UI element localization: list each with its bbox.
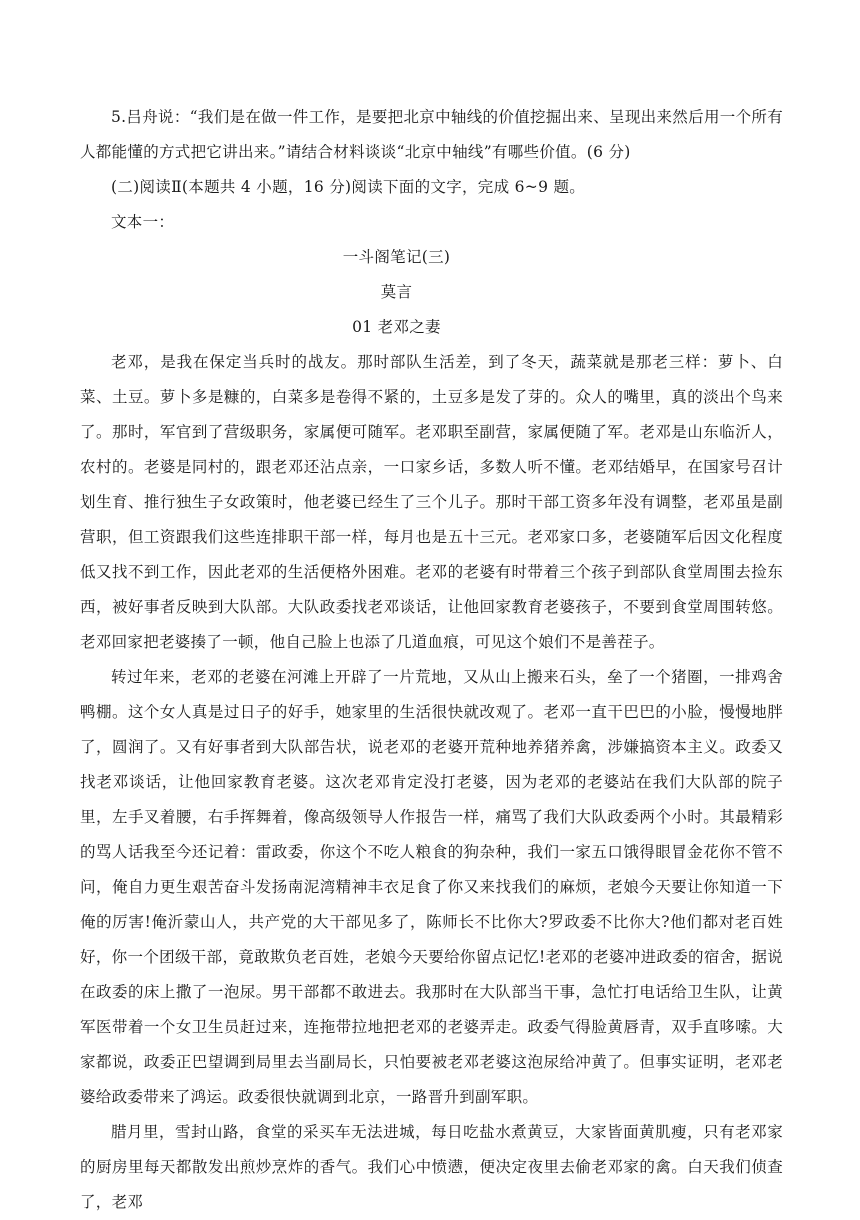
question-5: 5.吕舟说：“我们是在做一件工作，是要把北京中轴线的价值挖掘出来、呈现出来然后用一个所有人都能懂的方式把它讲出来。”请结合材料谈谈“北京中轴线”有哪些价值。(6 分) [80,108,783,161]
body-paragraph-2: 转过年来，老邓的老婆在河滩上开辟了一片荒地，又从山上搬来石头，垒了一个猪圈，一排鸡舍鸭棚。这个女人真是过日子的好手，她家里的生活很快就改观了。老邓一直干巴巴的小脸，慢慢地胖了，圆润了。又有好事者到大队部告状，说老邓的老婆开荒种地养猪养禽，涉嫌搞资本主义。政委又找老邓谈话，让他回家教育老婆。这次老邓肯定没打老婆，因为老邓的老婆站在我们大队部的院子里，左手叉着腰，右手挥舞着，像高级领导人作报告一样，痛骂了我们大队政委两个小时。其最精彩的骂人话我至今还记着：雷政委，你这个不吃人粮食的狗杂种，我们一家五口饿得眼冒金花你不管不问，俺自力更生艰苦奋斗发扬南泥湾精神丰衣足食了你又来找我们的麻烦，老娘今天要让你知道一下俺的厉害!俺沂蒙山人，共产党的大干部见多了，陈师长不比你大?罗政委不比你大?他们都对老百姓好，你一个团级干部，竟敢欺负老百姓，老娘今天要给你留点记忆!老邓的老婆冲进政委的宿舍，据说在政委的床上撒了一泡尿。男干部都不敢进去。我那时在大队部当干事，急忙打电话给卫生队，让黄军医带着一个女卫生员赶过来，连拖带拉地把老邓的老婆弄走。政委气得脸黄唇青，双手直哆嗦。大家都说，政委正巴望调到局里去当副局长，只怕要被老邓老婆这泡尿给冲黄了。但事实证明，老邓老婆给政委带来了鸿运。政委很快就调到北京，一路晋升到副军职。 [80,668,783,1106]
article-title: 一斗阁笔记(三) [342,248,451,266]
body-paragraph-1: 老邓，是我在保定当兵时的战友。那时部队生活差，到了冬天，蔬菜就是那老三样：萝卜、白菜、土豆。萝卜多是糠的，白菜多是卷得不紧的，土豆多是发了芽的。众人的嘴里，真的淡出个鸟来了。那时，军官到了营级职务，家属便可随军。老邓职至副营，家属便随了军。老邓是山东临沂人，农村的。老婆是同村的，跟老邓还沾点亲，一口家乡话，多数人听不懂。老邓结婚早，在国家号召计划生育、推行独生子女政策时，他老婆已经生了三个儿子。那时干部工资多年没有调整，老邓虽是副营职，但工资跟我们这些连排职干部一样，每月也是五十三元。老邓家口多，老婆随军后因文化程度低又找不到工作，因此老邓的生活便格外困难。老邓的老婆有时带着三个孩子到部队食堂周围去捡东西，被好事者反映到大队部。大队政委找老邓谈话，让他回家教育老婆孩子，不要到食堂周围转悠。老邓回家把老婆揍了一顿，他自己脸上也添了几道血痕，可见这个娘们不是善茬子。 [80,353,783,651]
section-2-header: (二)阅读Ⅱ(本题共 4 小题，16 分)阅读下面的文字，完成 6~9 题。 [111,178,586,196]
chapter-heading: 01 老邓之妻 [352,318,441,336]
body-paragraph-3: 腊月里，雪封山路，食堂的采买车无法进城，每日吃盐水煮黄豆，大家皆面黄肌瘦，只有老邓家的厨房里每天都散发出煎炒烹炸的香气。我们心中愤懑，便决定夜里去偷老邓家的禽。白天我们侦查了，老邓 [80,1123,783,1211]
article-author: 莫言 [380,283,413,301]
document-page [80,100,783,1220]
text-1-label: 文本一： [111,213,175,231]
